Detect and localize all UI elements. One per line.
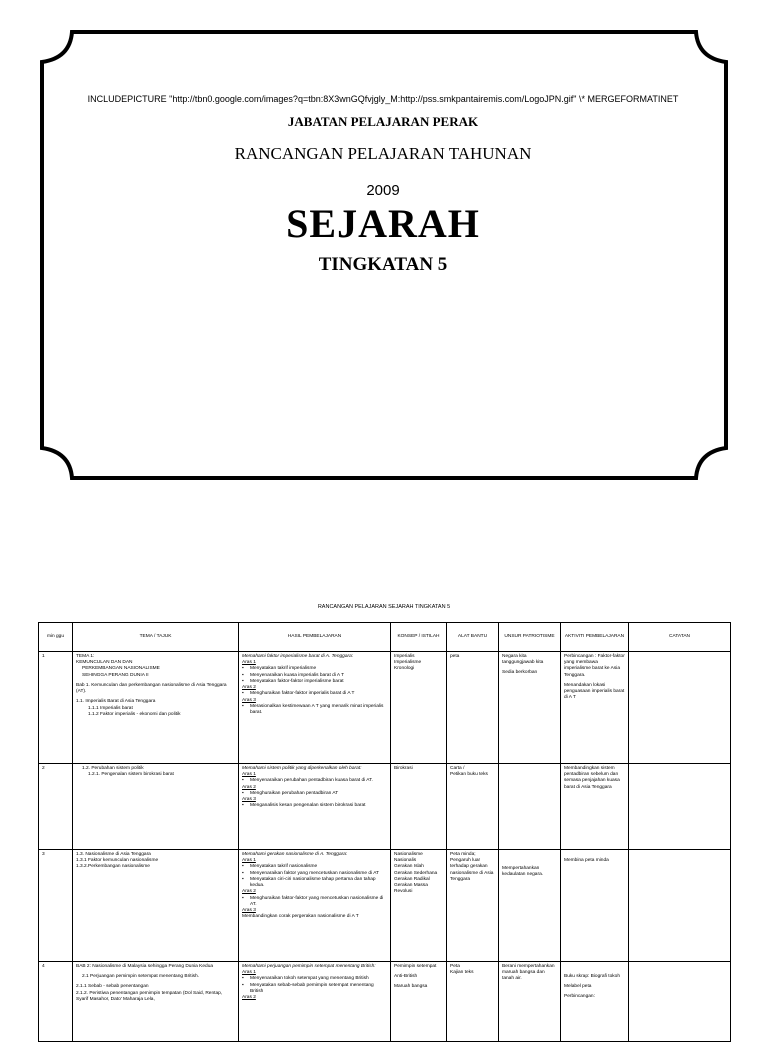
- lesson-plan-table: [38, 622, 731, 1042]
- patriotism-cell: [499, 962, 561, 1042]
- aids-line: peta: [450, 654, 460, 659]
- outcome-level: Aras 2: [242, 784, 256, 790]
- outcome-cell: [239, 850, 391, 962]
- outcome-cell: [239, 962, 391, 1042]
- outcome-line: ▪ Menghuraikan faktor-faktor imperialis barat di A T: [242, 691, 387, 697]
- concept-line: Gerakan Radikal: [394, 876, 430, 882]
- notes-cell: [629, 652, 731, 764]
- topic-line: 1.2. Perubahan sistem politik: [82, 766, 144, 771]
- outcome-line: ▪ Menyenaraikan kuasa imperialis barat di A T: [242, 673, 387, 679]
- patriotism-line: Sedia berkorban: [502, 670, 538, 676]
- outcome-line: ▪ Menganalisis kesan pengenalan sistem birokrasi barat: [242, 803, 387, 809]
- outcome-level: Aras 2: [242, 889, 256, 895]
- activity-line: Perbincangan : Faktor-faktor yang membawa imperialisme barat ke Asia Tenggara.: [564, 654, 625, 678]
- topic-line: 1.1.2 Faktor imperialis - ekonomi dan politik: [88, 711, 181, 717]
- concept-line: Pemimpin setempat: [394, 964, 437, 969]
- department-name: JABATAN PELAJARAN PERAK: [287, 114, 479, 129]
- outcome-level: Aras 3: [242, 908, 256, 914]
- aids-line: Peta: [450, 964, 460, 969]
- activity-cell: [561, 962, 629, 1042]
- outcome-line: ▪ Menyatakan ciri-ciri nasionalisme tahap pertama dan tahap kedua.: [242, 877, 387, 889]
- topic-line: SEHINGGA PERANG DUNIA II: [82, 672, 149, 678]
- topic-cell: [73, 962, 239, 1042]
- aids-cell: [447, 962, 499, 1042]
- activity-cell: [561, 652, 629, 764]
- topic-line: Bab 1. Kemunculan dan perkembangan nasionalisme di Asia Tenggara (AT).: [76, 682, 227, 695]
- outcome-line: Memahami gerakan nasionalisme di A. Tenggara:: [242, 852, 348, 857]
- concept-cell: [391, 850, 447, 962]
- aids-line: Peta minda;: [450, 852, 476, 857]
- topic-cell: [73, 850, 239, 962]
- topic-line: 1.1.1 Imperialis barat: [88, 705, 133, 711]
- outcome-level: Aras 1: [242, 772, 256, 778]
- activity-line: Melabel peta: [564, 984, 592, 990]
- concept-line: Imperialisme: [394, 660, 422, 666]
- outcome-line: ▪ Menghuraikan perubahan pentadbiran AT: [242, 791, 387, 797]
- aids-line: Petikan buku teks: [450, 772, 488, 778]
- concept-line: Gerakan Islah: [394, 864, 424, 870]
- outcome-level: Aras 1: [242, 970, 256, 976]
- concept-cell: [391, 764, 447, 850]
- topic-line: 2.1.1 Sebab - sebab penentangan: [76, 984, 149, 990]
- header-patriotism: UNSUR PATRIOTISME: [499, 623, 561, 652]
- header-notes: CATATAN: [629, 623, 731, 652]
- header-activity: AKTIVITI PEMBELAJARAN: [561, 623, 629, 652]
- topic-line: 1.3.1 Faktor kemunculan nasionalisme: [76, 858, 159, 864]
- outcome-level: Aras 3: [242, 697, 256, 703]
- table-row: [39, 962, 731, 1042]
- include-picture-field: INCLUDEPICTURE "http://tbn0.google.com/images?q=tbn:8X3wnGQfvjgly_M:http://pss.smkpantairemis.com/LogoJPN.gif" \* MERGEFORMATINET: [87, 94, 679, 104]
- form-level: TINGKATAN 5: [318, 254, 448, 275]
- plan-year: 2009: [366, 182, 400, 199]
- outcome-level: Aras 2: [242, 995, 256, 1001]
- activity-line: Buku skrap: Biografi tokoh: [564, 974, 620, 979]
- concept-cell: [391, 962, 447, 1042]
- concept-line: Maruah bangsa: [394, 984, 428, 990]
- topic-cell: [73, 652, 239, 764]
- outcome-line: ▪ Menghuraikan faktor-faktor yang mencetuskan nasionalisme di AT.: [242, 896, 387, 908]
- outcome-line: Membandingkan corak pergerakan nasionalisme di A T: [242, 914, 359, 920]
- table-header-row: [39, 623, 731, 652]
- aids-line: Carta /: [450, 766, 465, 771]
- patriotism-line: Negara kita tanggungjawab kita: [502, 654, 544, 666]
- aids-cell: [447, 850, 499, 962]
- concept-cell: [391, 652, 447, 764]
- topic-line: 1.3. Nasionalisme di Asia Tenggara: [76, 852, 151, 857]
- header-aids: ALAT BANTU: [447, 623, 499, 652]
- topic-line: 1.1. Imperialis Barat di Asia Tenggara: [76, 699, 156, 705]
- topic-line: 2.1 Perjuangan pemimpin setempat menentang British.: [82, 974, 200, 980]
- table-row: [39, 652, 731, 764]
- topic-line: BAB 2: Nasionalisme di Malaysia sehingga Perang Dunia Kedua: [76, 964, 214, 969]
- outcome-level: Aras 1: [242, 858, 256, 864]
- outcome-cell: [239, 652, 391, 764]
- concept-line: Gerakan Massa: [394, 883, 428, 889]
- aids-cell: [447, 652, 499, 764]
- outcome-line: ▪ Menyatakan takrif imperialisme: [242, 666, 387, 672]
- concept-line: Revolusi: [394, 889, 413, 895]
- activity-line: Menandakan lokasi penguasaan imperialis barat di A T: [564, 682, 625, 701]
- table-title: RANCANGAN PELAJARAN SEJARAH TINGKATAN 5: [317, 604, 451, 610]
- notes-cell: [629, 962, 731, 1042]
- week-cell: 3: [39, 850, 73, 962]
- week-cell: 4: [39, 962, 73, 1042]
- topic-line: 2.1.2. Peristiwa penentangan pemimpin tempatan (Dol Said, Rentap, Syarif Masahor, Dato' Maharaja Lela,: [76, 990, 223, 1002]
- topic-line: TEMA 1:: [76, 654, 95, 659]
- outcome-line: ▪ Menyenaraikan tokoh setempat yang menentang British: [242, 976, 387, 982]
- activity-line: Membina peta minda: [564, 858, 609, 863]
- notes-cell: [629, 850, 731, 962]
- header-outcome: HASIL PEMBELAJARAN: [239, 623, 391, 652]
- outcome-cell: [239, 764, 391, 850]
- concept-line: Gerakan Sederhana: [394, 870, 438, 876]
- cover-page: [38, 28, 728, 488]
- outcome-line: ▪ Menyenaraikan perubahan pentadbiran kuasa barat di AT.: [242, 778, 387, 784]
- concept-line: Nasionalisme: [394, 852, 423, 857]
- notes-cell: [629, 764, 731, 850]
- concept-line: Kronologi: [394, 666, 415, 672]
- outcome-line: ▪ Menyatakan takrif nasionalisme: [242, 864, 387, 870]
- week-cell: 2: [39, 764, 73, 850]
- subject-title: SEJARAH: [286, 201, 480, 246]
- outcome-line: ▪ Menyatakan sebab-sebab pemimpin setempat menentang British: [242, 983, 387, 995]
- concept-line: Birokrasi: [394, 766, 413, 771]
- patriotism-line: Berani mempertahankan maruah bangsa dan tanah air.: [502, 964, 555, 982]
- concept-line: Imperialis: [394, 654, 415, 659]
- activity-line: Membandingkan sistem pentadbiran sebelum dan semasa penjajahan kuasa barat di Asia Tenggara: [564, 766, 620, 790]
- outcome-line: Memahami perjuangan pemimpin setempat menentang British:: [242, 964, 376, 969]
- topic-line: 1.3.2.Perkembangan nasionalisme: [76, 864, 150, 870]
- header-concept: KONSEP / ISTILAH: [391, 623, 447, 652]
- activity-line: Perbincangan:: [564, 994, 595, 1000]
- topic-line: 1.2.1. Pengenalan sistem birokrasi barat: [88, 772, 174, 778]
- patriotism-cell: [499, 850, 561, 962]
- patriotism-cell: [499, 652, 561, 764]
- outcome-line: Memahami sistem politik yang diperkenalkan oleh barat:: [242, 766, 362, 771]
- outcome-level: Aras 3: [242, 797, 256, 803]
- plan-title: RANCANGAN PELAJARAN TAHUNAN: [234, 144, 532, 163]
- topic-line: KEMUNCULAN DAN DAN: [76, 660, 133, 666]
- outcome-level: Aras 1: [242, 660, 256, 666]
- outcome-level: Aras 2: [242, 685, 256, 691]
- table-row: [39, 850, 731, 962]
- outcome-line: ▪ Merasionalkan kestimewaan A T yang menarik minat imperialis barat.: [242, 704, 387, 716]
- concept-line: Nasionalis: [394, 858, 417, 864]
- header-topic: TEMA / TAJUK: [73, 623, 239, 652]
- outcome-line: ▪ Menyatakan faktor-faktor imperialisme barat: [242, 679, 387, 685]
- aids-cell: [447, 764, 499, 850]
- table-row: [39, 764, 731, 850]
- topic-line: PERKEMBANGAN NASIONALISME: [82, 666, 160, 672]
- week-cell: 1: [39, 652, 73, 764]
- activity-cell: [561, 764, 629, 850]
- outcome-line: ▪ Menyenaraikan faktor yang mencetuskan nasionalisme di AT: [242, 871, 387, 877]
- activity-cell: [561, 850, 629, 962]
- concept-line: Anti-British: [394, 974, 418, 980]
- aids-line: Pengaruh luar terhadap gerakan nasionalisme di Asia Tenggara: [450, 858, 494, 882]
- patriotism-line: Mempertahankan kedaulatan negara.: [502, 866, 544, 878]
- patriotism-cell: [499, 764, 561, 850]
- topic-cell: [73, 764, 239, 850]
- outcome-line: Memahami faktor imperialisme barat di A. Tenggara:: [242, 654, 354, 659]
- header-week: min ggu: [39, 623, 73, 652]
- aids-line: Kajian teks: [450, 970, 474, 976]
